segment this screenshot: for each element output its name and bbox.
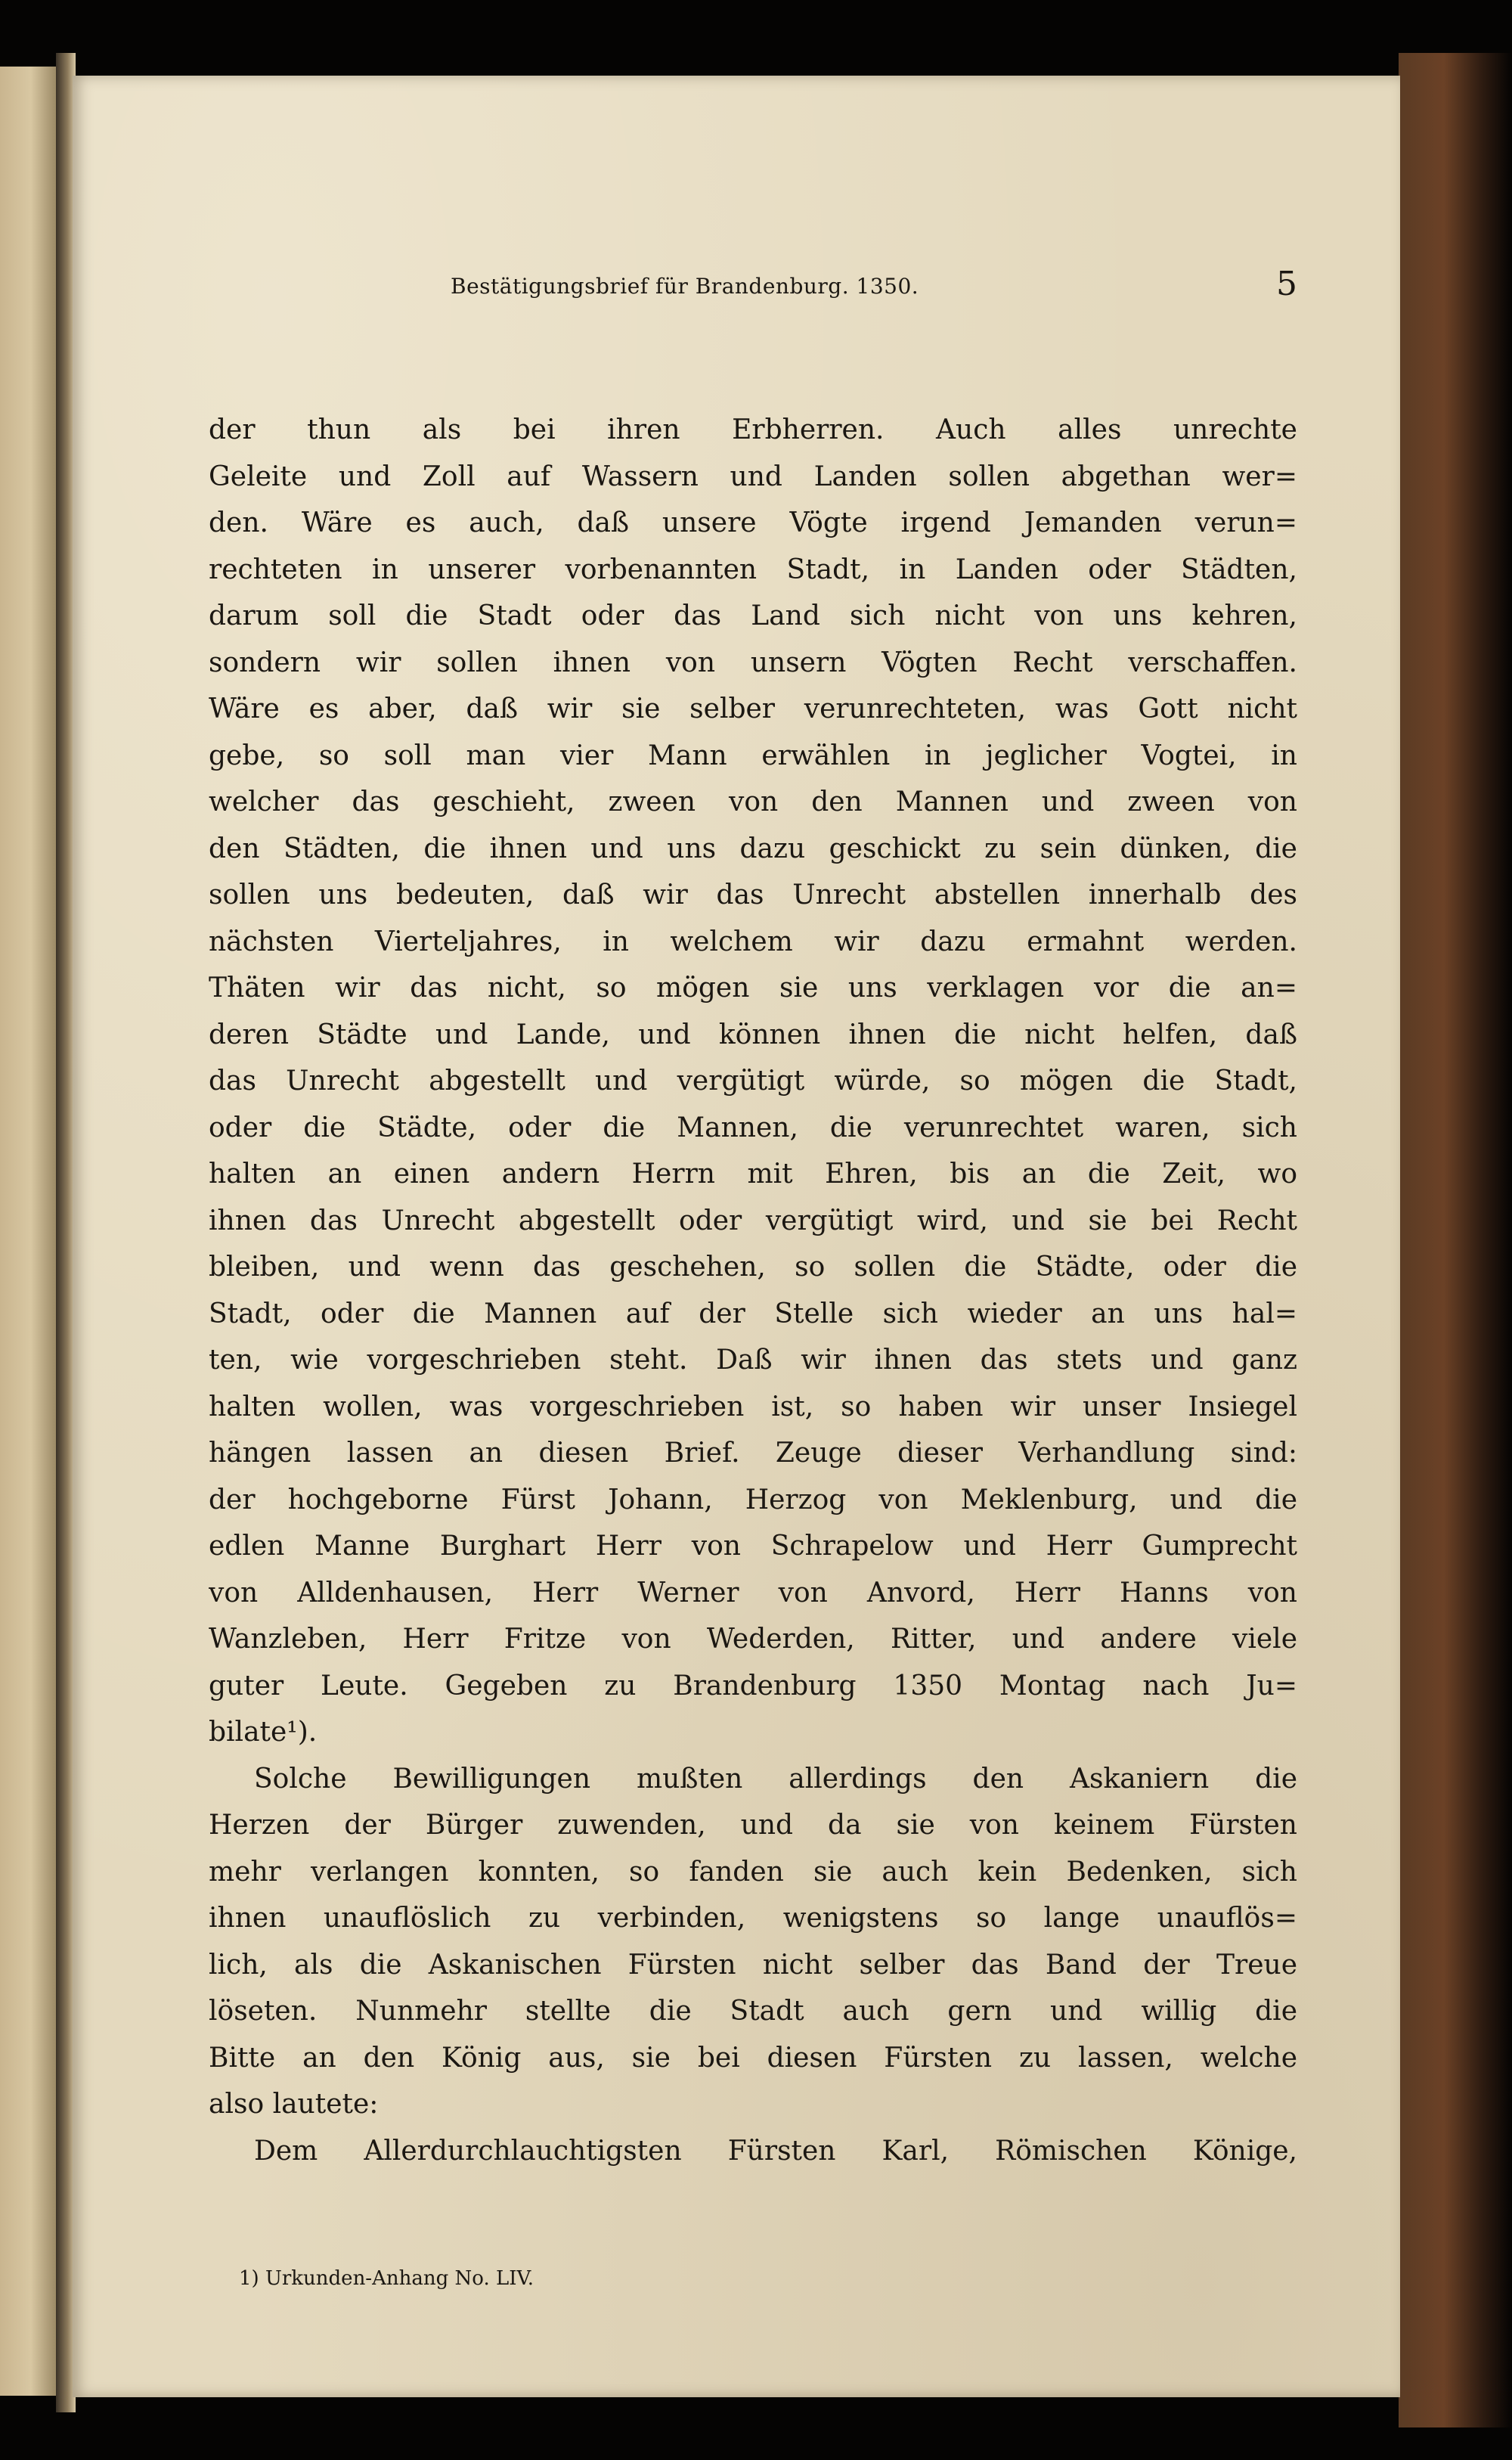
text-line: der hochgeborne Fürst Johann, Herzog von Meklenburg, und die	[209, 1484, 1297, 1515]
book-page	[73, 76, 1400, 2397]
text-line: halten wollen, was vorgeschrieben ist, so haben wir unser Insiegel	[209, 1391, 1297, 1422]
text-line: hängen lassen an diesen Brief. Zeuge dieser Verhandlung sind:	[209, 1438, 1297, 1469]
text-line: edlen Manne Burghart Herr von Schrapelow und Herr Gumprecht	[209, 1531, 1297, 1562]
text-line: mehr verlangen konnten, so fanden sie auch kein Bedenken, sich	[209, 1856, 1297, 1888]
paragraph-end-line: also lautete:	[209, 2089, 379, 2120]
text-line: den. Wäre es auch, daß unsere Vögte irgend Jemanden verun=	[209, 507, 1297, 538]
text-line: deren Städte und Lande, und können ihnen die nicht helfen, daß	[209, 1019, 1297, 1050]
page-number: 5	[1276, 265, 1297, 303]
text-line: ihnen unauflöslich zu verbinden, wenigstens so lange unauflös=	[209, 1903, 1297, 1934]
paragraph-start-line: Solche Bewilligungen mußten allerdings den Askaniern die	[254, 1763, 1297, 1795]
text-line: welcher das geschieht, zween von den Mannen und zween von	[209, 786, 1297, 817]
text-line: nächsten Vierteljahres, in welchem wir dazu ermahnt werden.	[209, 926, 1297, 957]
text-line: Thäten wir das nicht, so mögen sie uns verklagen vor die an=	[209, 973, 1297, 1004]
text-line: das Unrecht abgestellt und vergütigt würde, so mögen die Stadt,	[209, 1066, 1297, 1097]
text-line: bleiben, und wenn das geschehen, so sollen die Städte, oder die	[209, 1252, 1297, 1283]
text-line: Stadt, oder die Mannen auf der Stelle sich wieder an uns hal=	[209, 1298, 1297, 1329]
text-line: ten, wie vorgeschrieben steht. Daß wir ihnen das stets und ganz	[209, 1345, 1297, 1376]
text-line: Herzen der Bürger zuwenden, und da sie von keinem Fürsten	[209, 1810, 1297, 1841]
text-line: rechteten in unserer vorbenannten Stadt, in Landen oder Städten,	[209, 554, 1297, 585]
text-line: oder die Städte, oder die Mannen, die verunrechtet waren, sich	[209, 1112, 1297, 1143]
text-line: der thun als bei ihren Erbherren. Auch alles unrechte	[209, 414, 1297, 445]
text-line: darum soll die Stadt oder das Land sich nicht von uns kehren,	[209, 600, 1297, 631]
body-text	[209, 407, 1297, 2174]
paragraph-start-line: Dem Allerdurchlauchtigsten Fürsten Karl, Römischen Könige,	[254, 2135, 1297, 2167]
text-line: Geleite und Zoll auf Wassern und Landen sollen abgethan wer=	[209, 461, 1297, 492]
text-line: ihnen das Unrecht abgestellt oder vergütigt wird, und sie bei Recht	[209, 1205, 1297, 1236]
text-line: den Städten, die ihnen und uns dazu geschickt zu sein dünken, die	[209, 833, 1297, 864]
text-line: löseten. Nunmehr stellte die Stadt auch gern und willig die	[209, 1996, 1297, 2027]
text-line: guter Leute. Gegeben zu Brandenburg 1350 Montag nach Ju=	[209, 1670, 1297, 1702]
footnote: 1) Urkunden-Anhang No. LIV.	[239, 2267, 534, 2290]
text-line: Wäre es aber, daß wir sie selber verunrechteten, was Gott nicht	[209, 693, 1297, 724]
text-line: von Alldenhausen, Herr Werner von Anvord, Herr Hanns von	[209, 1577, 1297, 1608]
text-line: sondern wir sollen ihnen von unsern Vögten Recht verschaffen.	[209, 647, 1297, 678]
text-line: gebe, so soll man vier Mann erwählen in jeglicher Vogtei, in	[209, 740, 1297, 771]
text-line: Wanzleben, Herr Fritze von Wederden, Ritter, und andere viele	[209, 1624, 1297, 1655]
text-line: halten an einen andern Herrn mit Ehren, bis an die Zeit, wo	[209, 1159, 1297, 1190]
text-line: sollen uns bedeuten, daß wir das Unrecht abstellen innerhalb des	[209, 879, 1297, 910]
running-head: Bestätigungsbrief für Brandenburg. 1350.	[451, 274, 919, 299]
book-cover-edge	[1399, 53, 1512, 2427]
facing-page-edge	[0, 67, 56, 2396]
paragraph-end-line: bilate¹).	[209, 1717, 318, 1748]
text-line: lich, als die Askanischen Fürsten nicht selber das Band der Treue	[209, 1949, 1297, 1981]
text-line: Bitte an den König aus, sie bei diesen Fürsten zu lassen, welche	[209, 2042, 1297, 2074]
